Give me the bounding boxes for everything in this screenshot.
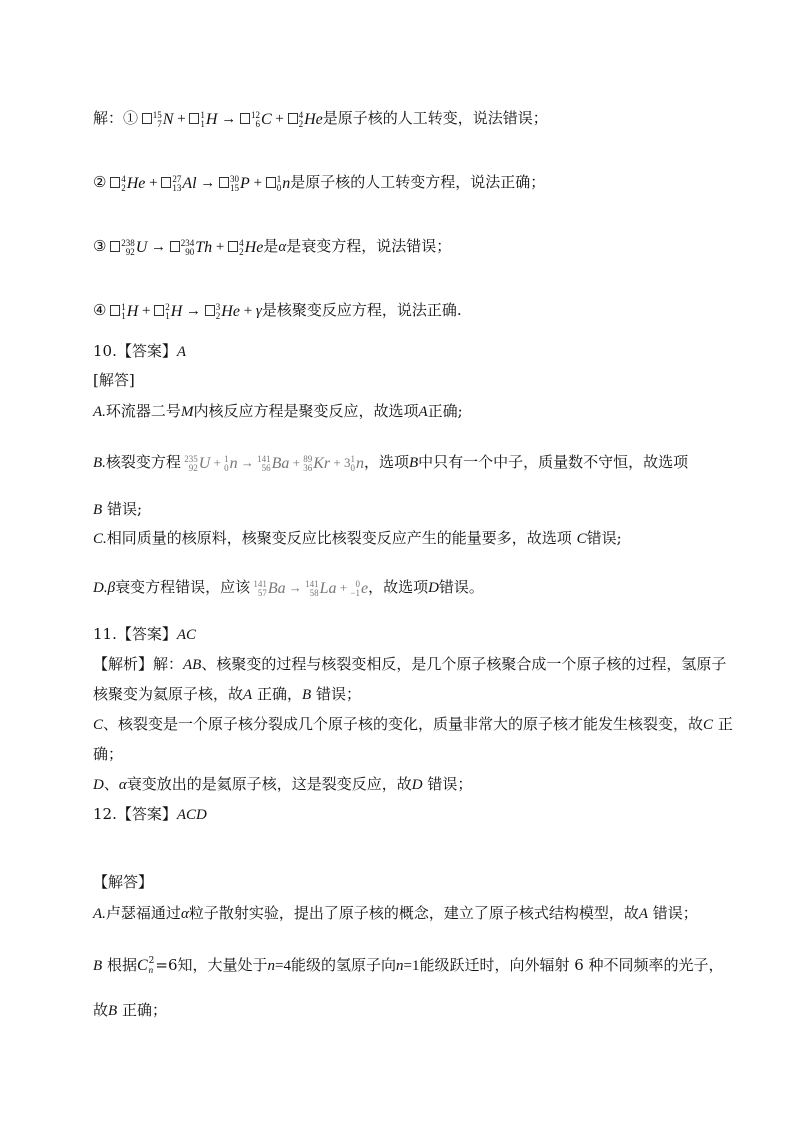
nuclide: 15 7 N bbox=[152, 109, 174, 129]
solution-line-4: ④ 1 1 H + 2 1 H → 3 2 He + γ是核聚变反应方程，说法正确. bbox=[93, 301, 462, 321]
box-icon bbox=[205, 305, 215, 316]
answer-12-option-b: B 根据 C 2 n =6知，大量处于n=4能级的氢原子向n=1能级跃迁时，向外辐射 6 种不同频率的光子， bbox=[93, 956, 724, 975]
nuclide: 4 2 He bbox=[121, 173, 146, 193]
nuclide: 234 90 Th bbox=[180, 237, 213, 257]
nuclide: 30 15 P bbox=[230, 173, 250, 193]
answer-10-jieda: [解答] bbox=[93, 371, 135, 389]
solution-line-3: ③ 238 92 U → 234 90 Th + 4 2 He 是α是衰变方程，说法错误； bbox=[93, 237, 452, 257]
box-icon bbox=[110, 305, 120, 316]
answer-12-option-b-cont: 故B 正确； bbox=[93, 1001, 167, 1019]
box-icon bbox=[228, 241, 238, 252]
nuclide: 1 1 H bbox=[121, 301, 139, 321]
answer-10: 10.【答案】A bbox=[93, 342, 187, 360]
answer-11-line-2: 核聚变为氦原子核，故A 正确，B 错误； bbox=[93, 685, 361, 703]
box-icon bbox=[219, 177, 229, 188]
answer-12-option-a: A.卢瑟福通过α粒子散射实验，提出了原子核的概念，建立了原子核式结构模型，故A 错误； bbox=[93, 904, 698, 922]
answer-12-jieda: 【解答】 bbox=[93, 873, 154, 891]
box-icon bbox=[288, 113, 298, 124]
box-icon bbox=[189, 113, 199, 124]
answer-10-option-a: A.环流器二号M内核反应方程是聚变反应，故选项A正确; bbox=[93, 402, 463, 420]
answer-10-option-c: C.相同质量的核原料，核聚变反应比核裂变反应产生的能量要多，故选项 C错误; bbox=[93, 529, 622, 547]
nuclide: 238 92 U bbox=[121, 237, 148, 257]
answer-11-line-3: C、核裂变是一个原子核分裂成几个原子核的变化，质量非常大的原子核才能发生核裂变，故C 正 bbox=[93, 715, 733, 733]
nuclide: 27 13 Al bbox=[172, 173, 197, 193]
box-icon bbox=[170, 241, 180, 252]
answer-11-line-4: 确； bbox=[93, 745, 124, 763]
nuclide: 2 1 H bbox=[165, 301, 183, 321]
solution-line-1: 解：① 15 7 N + 1 1 H → 12 6 C + 4 2 He 是原子核的人工转变，说法错误； bbox=[93, 109, 548, 129]
box-icon bbox=[142, 113, 152, 124]
answer-10-option-b: B.核裂变方程 235 92 U + 1 0 n → 141 56 Ba + 89 36 Kr + 3 1 0 n ，选项B中只有一个中子，质量数不守恒，故选项 bbox=[93, 453, 689, 474]
box-icon bbox=[154, 305, 164, 316]
nuclide: 1 0 n bbox=[276, 173, 291, 193]
beta-decay-equation: 141 57 Ba → 141 58 La + 0 −1 e bbox=[253, 579, 369, 599]
box-icon bbox=[161, 177, 171, 188]
box-icon bbox=[240, 113, 250, 124]
nuclide: 4 2 He bbox=[239, 237, 264, 257]
box-icon bbox=[266, 177, 276, 188]
answer-11-line-5: D、α衰变放出的是氦原子核，这是裂变反应，故D 错误； bbox=[93, 775, 473, 793]
nuclide: 4 2 He bbox=[298, 109, 323, 129]
solution-line-2: ② 4 2 He + 27 13 Al → 30 15 P + 1 0 n 是原子核的人工转变方程，说法正确； bbox=[93, 173, 546, 193]
answer-10-option-b-cont: B 错误; bbox=[93, 500, 143, 518]
nuclide: 1 1 H bbox=[200, 109, 218, 129]
answer-10-option-d: D.β衰变方程错误，应该 141 57 Ba → 141 58 La + 0 −1 e ，故选项D错误。 bbox=[93, 578, 484, 599]
combination-formula: C 2 n bbox=[136, 956, 155, 975]
box-icon bbox=[110, 177, 120, 188]
answer-11-line-1: 【解析】解：AB、核聚变的过程与核裂变相反，是几个原子核聚合成一个原子核的过程，氢原子 bbox=[93, 655, 727, 673]
nuclide: 12 6 C bbox=[250, 109, 272, 129]
answer-11: 11.【答案】AC bbox=[93, 625, 197, 643]
answer-12: 12.【答案】ACD bbox=[93, 805, 207, 823]
nuclide: 3 2 He bbox=[215, 301, 240, 321]
box-icon bbox=[110, 241, 120, 252]
fission-equation: 235 92 U + 1 0 n → 141 56 Ba + 89 36 Kr + 3 1 0 n bbox=[184, 454, 364, 474]
